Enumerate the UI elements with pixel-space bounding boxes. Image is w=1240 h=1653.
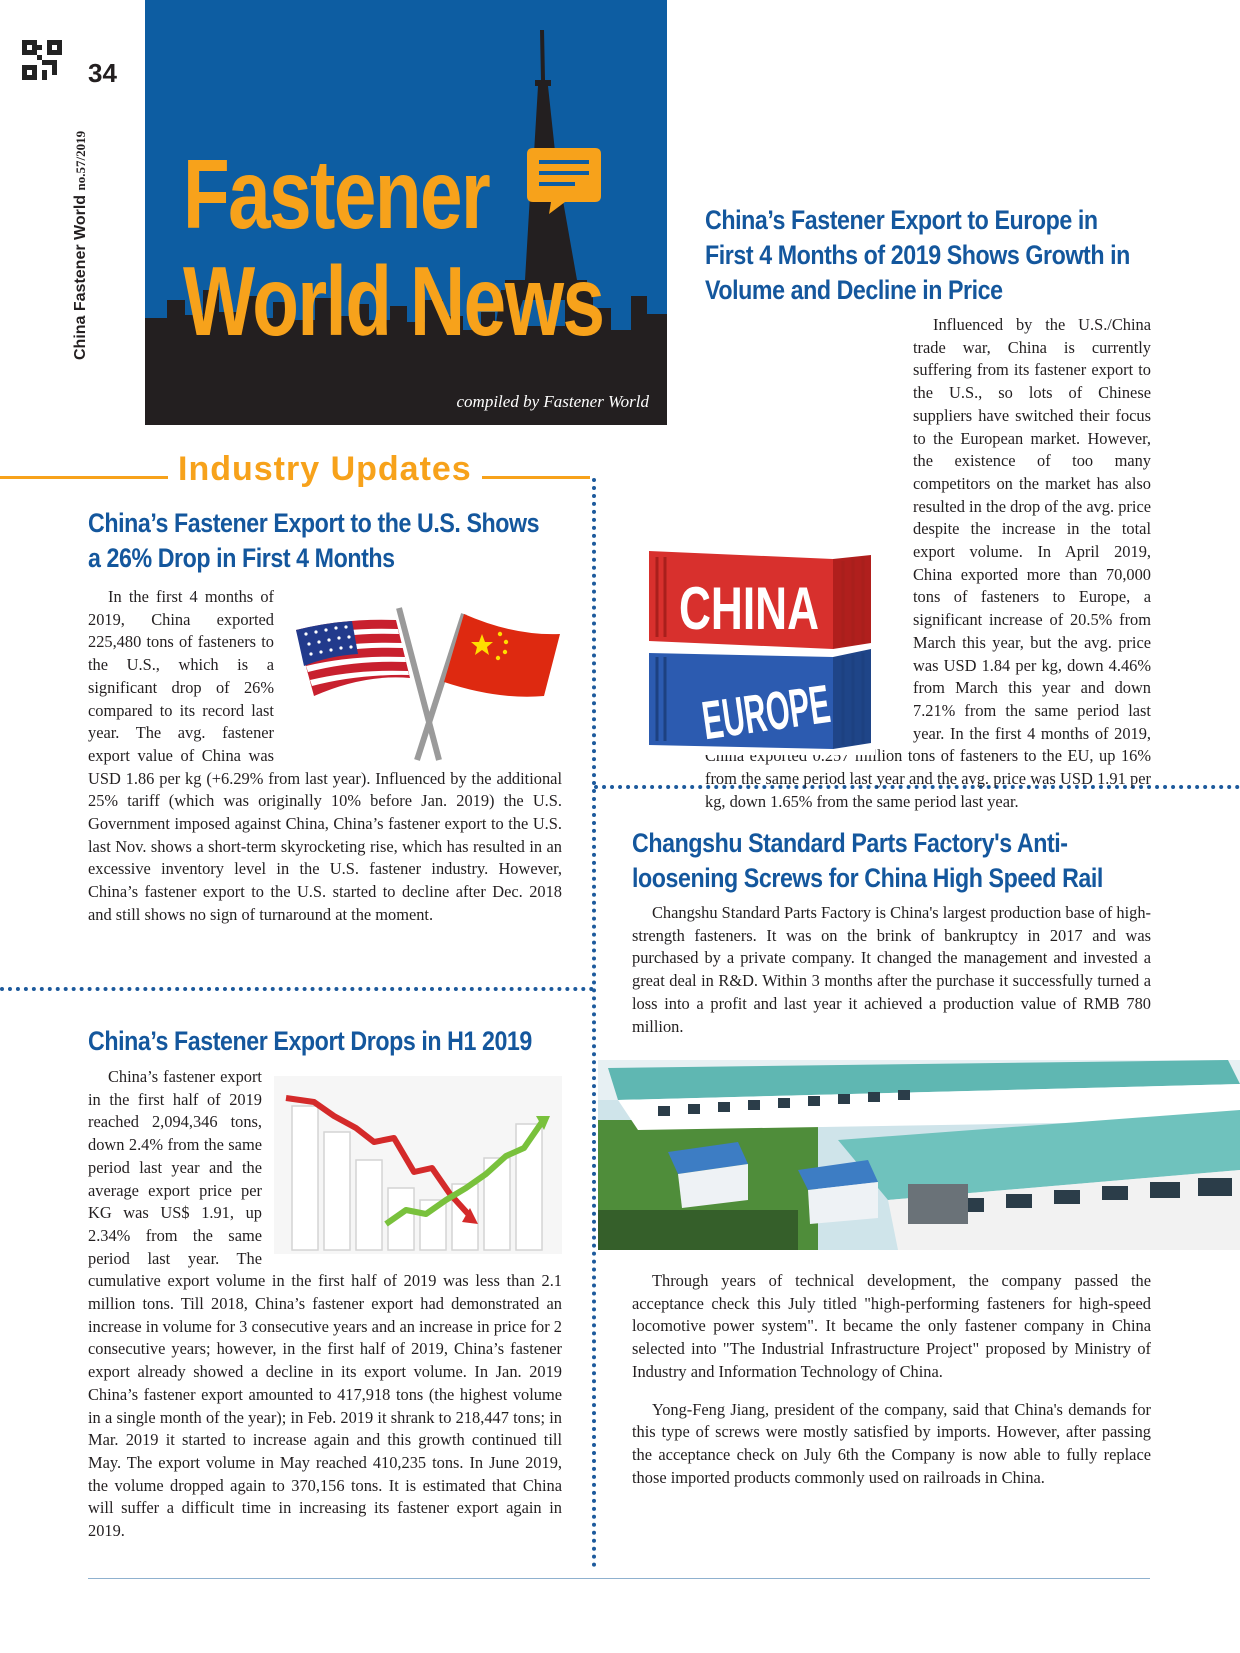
bottom-rule: [88, 1578, 1150, 1579]
article-body-changshu-1: [632, 902, 1151, 1038]
paragraph: Changshu Standard Parts Factory is China's largest production base of high-strength fasteners. It was on the brink of bankruptcy in 2017 and was purchased by a private company. It changed the management and invested a great deal in R&D. Within 3 months after the purchase it successfully turned a loss into a profit and last year it achieved a production value of RMB 780 million.: [632, 903, 1151, 1036]
decline-chart-image: [274, 1076, 562, 1254]
row-divider-left: [0, 987, 594, 991]
paragraph: China’s fastener export in the first half of 2019 reached 2,094,346 tons, down 2.4% from the same period last year and the average export price per KG was US$ 1.91, up 2.34% from the same period last year. The cumulative export volume in the first half of 2019 was less than 2.1 million tons. Till 2018, China’s fastener export had demonstrated an increase in volume for 3 consecutive years and an increase in price for 2 consecutive years; however, in the first half of 2019, China’s fastener export already showed a decline in its export volume. In Jan. 2019 China’s fastener export amounted to 417,918 tons (the highest volume in a single month of the year); in Feb. 2019 it shrank to 218,447 tons; in Mar. 2019 it started to increase again and this growth continued till May. The export volume in May reached 410,235 tons. In June 2019, the volume dropped again to 370,156 tons. It is estimated that China will suffer a difficult time in increasing its fastener export again in 2019.: [88, 1067, 562, 1541]
section-heading-text: Industry Updates: [178, 450, 472, 488]
paragraph: In the first 4 months of 2019, China exported 225,480 tons of fasteners to the U.S., which is a significant drop of 26% compared to its record last year. The avg. fastener export value of China was USD 1.86 per kg (+6.29% from last year). Influenced by the additional 25% tariff (which was originally 10% before Jan. 2019) the U.S. Government imposed against China, China’s fastener export to the U.S. last Nov. shows a short-term skyrocketing rise, which has resulted in an excessive inventory level in the U.S. fastener industry. However, China’s fastener export to the U.S. started to decline after Dec. 2018 and still shows no sign of turnaround at the moment.: [88, 587, 562, 924]
compiled-by: compiled by Fastener World: [456, 392, 649, 411]
qr-code: [22, 40, 62, 80]
heading-rule-left: [0, 476, 168, 479]
banner-title-line1: Fastener: [183, 139, 490, 249]
page-number: 34: [88, 58, 117, 88]
article-title-us-export: China’s Fastener Export to the U.S. Shows a 26% Drop in First 4 Months: [88, 508, 540, 573]
issue-number: no.57/2019: [73, 130, 88, 191]
section-heading: [0, 450, 590, 496]
column-divider: [592, 478, 596, 1568]
article-body-h1-export: [88, 1066, 562, 1543]
banner-title-line2: World News: [183, 246, 604, 356]
news-banner: [145, 0, 667, 425]
flags-image: [284, 600, 562, 766]
magazine-issue-label: [72, 131, 90, 360]
container-label-europe: EUROPE: [698, 660, 933, 752]
paragraph: Through years of technical development, the company passed the acceptance check this July titled "high-performing fasteners for high-speed locomotive power system". It became the only fastener company in China selected into "The Industrial Infrastructure Project" proposed by Ministry of Industry and Information Technology of China.: [632, 1271, 1151, 1381]
shipping-containers-image: [643, 545, 933, 755]
article-body-changshu-2: [632, 1270, 1151, 1489]
article-body-us-export: [88, 586, 562, 927]
magazine-name: China Fastener World: [72, 194, 89, 360]
article-title-europe-export: China’s Fastener Export to Europe in First 4 Months of 2019 Shows Growth in Volume and Decline in Price: [705, 205, 1130, 305]
paragraph: Yong-Feng Jiang, president of the company, said that China's demands for this type of screws were mostly satisfied by imports. However, after passing the acceptance check on July 6th the Company is now able to fully replace those imported products commonly used on railroads in China.: [632, 1399, 1151, 1487]
heading-rule-right: [482, 476, 590, 479]
factory-photo: [598, 1060, 1240, 1250]
article-title-changshu: Changshu Standard Parts Factory's Anti-loosening Screws for China High Speed Rail: [632, 828, 1103, 893]
article-title-h1-export: China’s Fastener Export Drops in H1 2019: [88, 1026, 532, 1056]
paragraph: Influenced by the U.S./China trade war, China is currently suffering from its fastener export to the U.S., so lots of Chinese suppliers have switched their focus to the European market. However, the existence of too many competitors on the market has also resulted in the drop of the avg. price despite the increase in the total export volume. In April 2019, China exported more than 70,000 tons of fasteners to Europe, a significant increase of 20.5% from March this year, but the avg. price was USD 1.84 per kg, down 4.46% from March this year and down 7.21% from the same period last year. In the first 4 months of 2019, China exported 0.257 million tons of fasteners to the EU, up 16% from the same period last year and the avg. price was USD 1.91 per kg, down 1.65% from the same period last year.: [705, 315, 1151, 811]
container-label-china: CHINA: [679, 575, 819, 642]
